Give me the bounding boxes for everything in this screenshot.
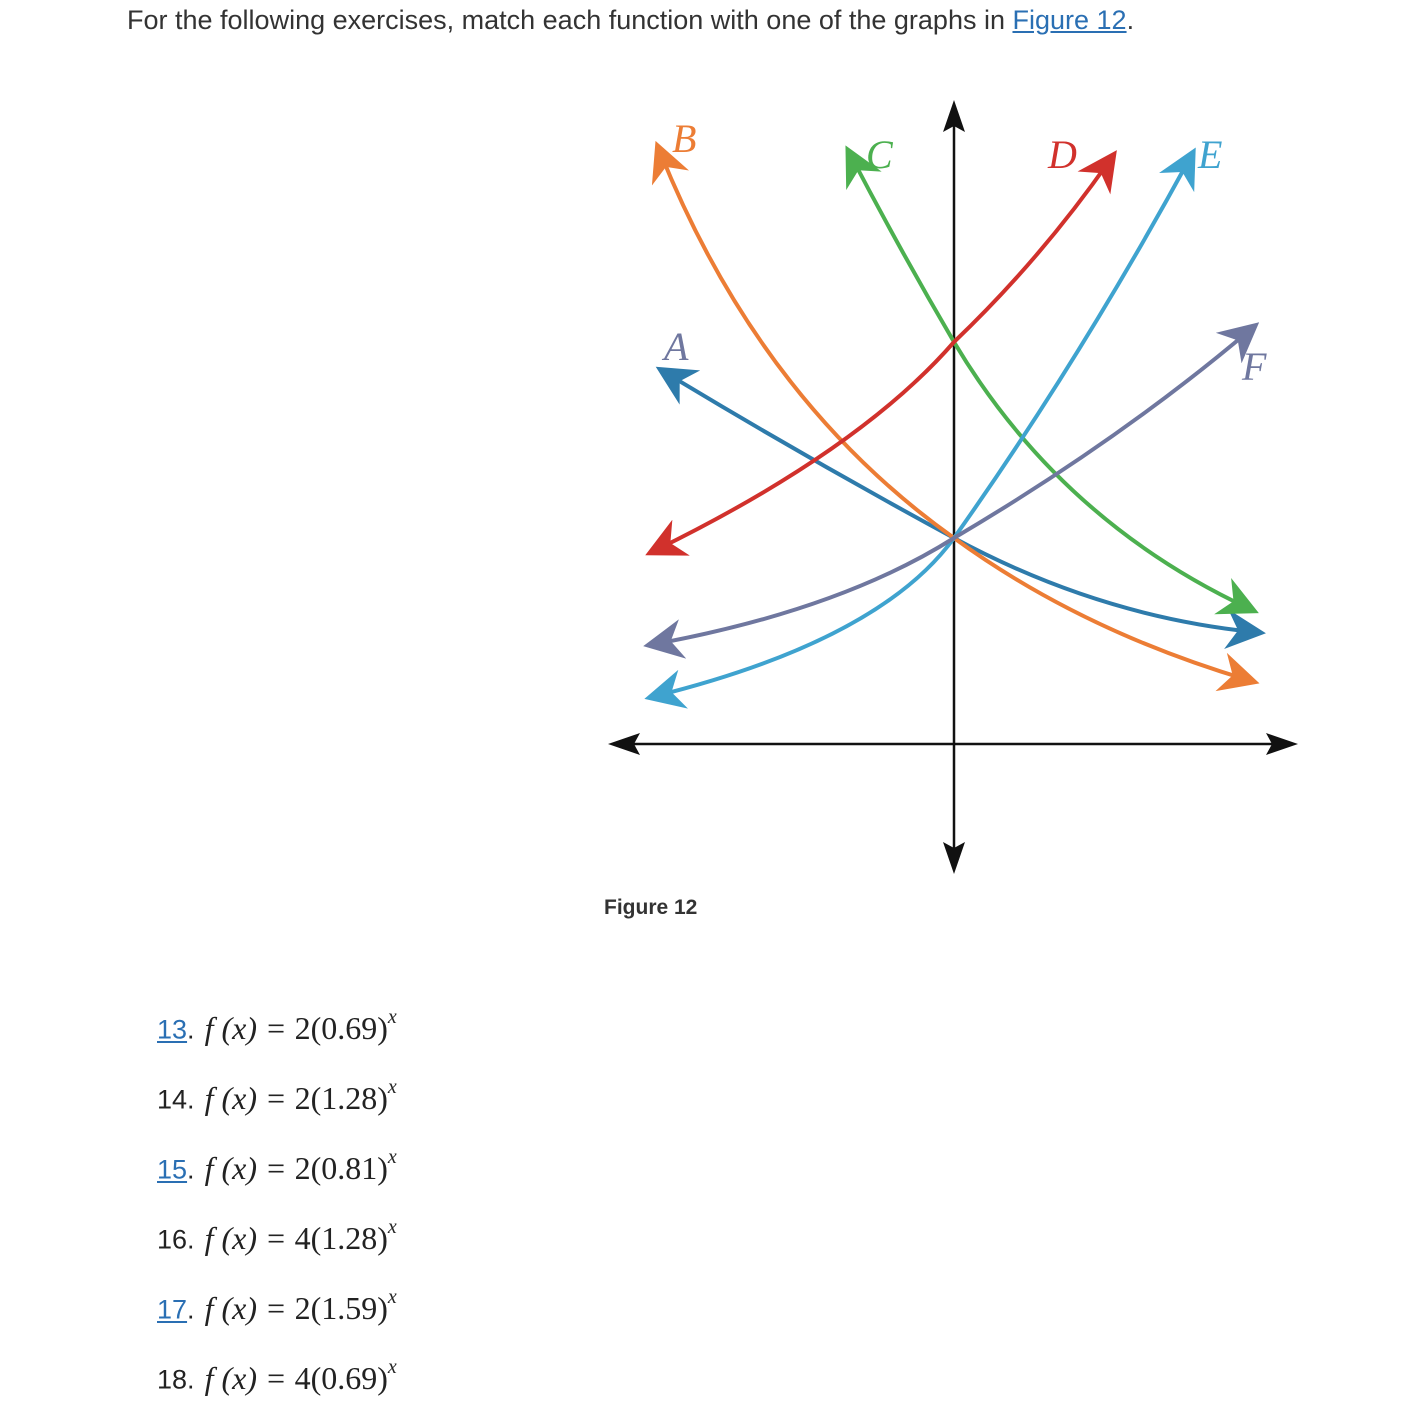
function-lhs: f (x) = [204, 1079, 295, 1116]
function-exponent: x [387, 1076, 397, 1098]
curve-label-C: C [866, 132, 893, 177]
exercise-number[interactable]: 13 [157, 1014, 188, 1045]
function-exponent: x [387, 1006, 397, 1028]
exercise-number-dot: . [187, 1294, 195, 1325]
function-base: (0.69) [310, 1009, 388, 1046]
function-exponent: x [387, 1356, 397, 1378]
function-exponent: x [387, 1286, 397, 1308]
exercise-number: 18 [157, 1364, 188, 1395]
exercise-number-dot: . [187, 1364, 195, 1395]
function-coefficient: 2 [294, 1009, 311, 1046]
function-lhs: f (x) = [204, 1149, 295, 1186]
curve-F [655, 330, 1250, 644]
curve-E [656, 158, 1190, 696]
exercise-18 [157, 1346, 397, 1396]
exercise-number-dot: . [187, 1084, 195, 1115]
function-base: (1.59) [310, 1289, 388, 1326]
function-exponent: x [387, 1216, 397, 1238]
curve-label-A: A [664, 324, 689, 369]
function-exponent: x [387, 1146, 397, 1168]
curve-label-F: F [1242, 344, 1267, 389]
exercise-number-dot: . [187, 1224, 195, 1255]
curve-A [666, 373, 1254, 632]
exercise-function [204, 1006, 397, 1046]
function-coefficient: 2 [294, 1079, 311, 1116]
function-lhs: f (x) = [204, 1219, 295, 1256]
intro-paragraph [127, 0, 1134, 40]
exercise-13 [157, 996, 397, 1046]
exercise-number[interactable]: 15 [157, 1154, 188, 1185]
exercise-function [204, 1076, 397, 1116]
graph-svg [580, 90, 1320, 890]
curve-label-D: D [1048, 132, 1077, 177]
exercise-function [204, 1216, 397, 1256]
function-base: (1.28) [310, 1079, 388, 1116]
function-coefficient: 4 [294, 1359, 311, 1396]
exercise-17 [157, 1276, 397, 1326]
exercise-function [204, 1146, 397, 1186]
exercise-15 [157, 1136, 397, 1186]
exercise-function [204, 1356, 397, 1396]
figure-caption: Figure 12 [604, 896, 698, 919]
exercise-16 [157, 1206, 397, 1256]
exercise-function [204, 1286, 397, 1326]
function-lhs: f (x) = [204, 1009, 295, 1046]
function-lhs: f (x) = [204, 1289, 295, 1326]
intro-period: . [1126, 5, 1135, 35]
function-base: (0.81) [310, 1149, 388, 1186]
exercise-number: 16 [157, 1224, 188, 1255]
intro-text: For the following exercises, match each function with one of the graphs in [127, 5, 1013, 35]
exercise-number-dot: . [187, 1014, 195, 1045]
function-base: (0.69) [310, 1359, 388, 1396]
exercise-14 [157, 1066, 397, 1116]
figure-12-graph [580, 90, 1320, 890]
function-base: (1.28) [310, 1219, 388, 1256]
curve-label-E: E [1198, 132, 1223, 177]
exercise-number-dot: . [187, 1154, 195, 1185]
function-coefficient: 2 [294, 1289, 311, 1326]
curve-label-B: B [672, 116, 697, 161]
function-coefficient: 4 [294, 1219, 311, 1256]
function-coefficient: 2 [294, 1149, 311, 1186]
function-lhs: f (x) = [204, 1359, 295, 1396]
exercise-number[interactable]: 17 [157, 1294, 188, 1325]
figure-12-link[interactable]: Figure 12 [1012, 5, 1127, 35]
exercise-number: 14 [157, 1084, 188, 1115]
